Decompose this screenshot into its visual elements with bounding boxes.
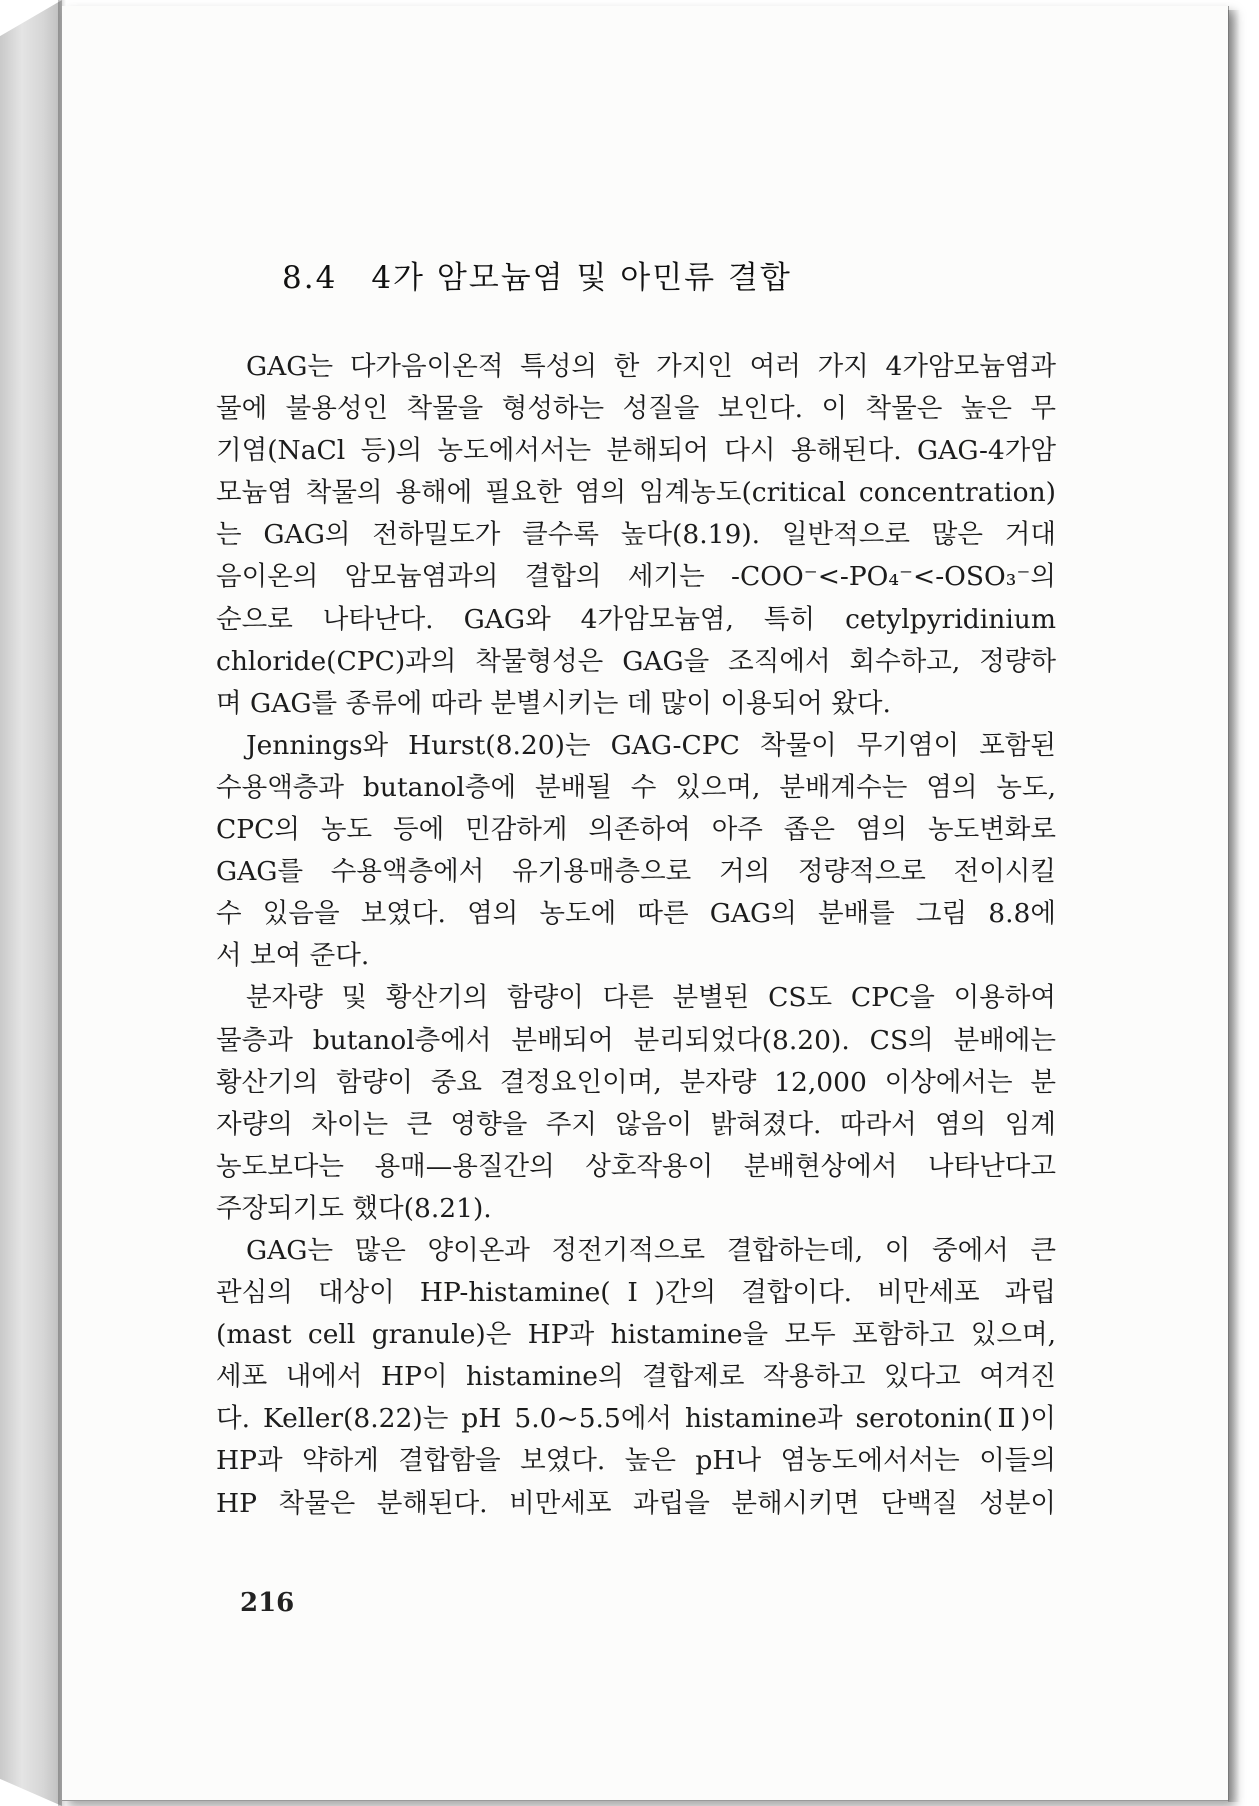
text-line: HP 착물은 분해된다. 비만세포 과립을 분해시키면 단백질 성분이	[216, 1487, 1056, 1519]
section-number: 8.4	[282, 260, 338, 296]
paragraph	[216, 346, 1056, 725]
text-line: HP과 약하게 결합함을 보였다. 높은 pH나 염농도에서서는 이들의	[216, 1445, 1056, 1477]
text-line: 는 GAG의 전하밀도가 클수록 높다(8.19). 일반적으로 많은 거대	[216, 519, 1056, 551]
book-spine-edge	[0, 0, 62, 1806]
text-line: GAG는 많은 양이온과 정전기적으로 결합하는데, 이 중에서 큰	[246, 1234, 1056, 1266]
text-line: 며 GAG를 종류에 따라 분별시키는 데 많이 이용되어 왔다.	[216, 687, 891, 719]
text-line: 수용액층과 butanol층에 분배될 수 있으며, 분배계수는 염의 농도,	[216, 771, 1056, 803]
text-line: 농도보다는 용매—용질간의 상호작용이 분배현상에서 나타난다고	[216, 1150, 1056, 1182]
text-line: 순으로 나타난다. GAG와 4가암모늄염, 특히 cetylpyridinium	[216, 603, 1056, 635]
text-line: 모늄염 착물의 용해에 필요한 염의 임계농도(critical concentration)	[216, 477, 1056, 509]
text-line: 분자량 및 황산기의 함량이 다른 분별된 CS도 CPC을 이용하여	[246, 982, 1056, 1014]
text-line: chloride(CPC)과의 착물형성은 GAG을 조직에서 회수하고, 정량하	[216, 645, 1056, 677]
text-line: 음이온의 암모늄염과의 결합의 세기는 -COO⁻<-PO₄⁻<-OSO₃⁻의	[216, 561, 1056, 593]
text-line: 물층과 butanol층에서 분배되어 분리되었다(8.20). CS의 분배에는	[216, 1024, 1056, 1056]
text-line: 관심의 대상이 HP-histamine(Ⅰ)간의 결합이다. 비만세포 과립	[216, 1277, 1056, 1309]
text-line: Jennings와 Hurst(8.20)는 GAG-CPC 착물이 무기염이 포함된	[246, 729, 1056, 761]
text-line: GAG는 다가음이온적 특성의 한 가지인 여러 가지 4가암모늄염과	[246, 351, 1056, 382]
text-line: GAG를 수용액층에서 유기용매층으로 거의 정량적으로 전이시킬	[216, 856, 1056, 888]
section-title: 4가 암모늄염 및 아민류 결합	[371, 260, 792, 296]
page-number: 216	[240, 1588, 295, 1618]
body-text	[216, 346, 1056, 1525]
paragraph	[216, 725, 1056, 978]
section-heading	[282, 252, 1082, 297]
paragraph	[216, 1230, 1056, 1525]
text-line: 세포 내에서 HP이 histamine의 결합제로 작용하고 있다고 여겨진	[216, 1361, 1056, 1393]
text-line: 기염(NaCl 등)의 농도에서서는 분해되어 다시 용해된다. GAG-4가암	[216, 435, 1056, 467]
text-line: 다. Keller(8.22)는 pH 5.0~5.5에서 histamine과 serotonin(Ⅱ)이	[216, 1403, 1056, 1435]
text-line: 자량의 차이는 큰 영향을 주지 않음이 밝혀졌다. 따라서 염의 임계	[216, 1108, 1056, 1140]
text-line: 서 보여 준다.	[216, 940, 370, 972]
page-edge-shadow	[1228, 10, 1240, 1802]
text-line: 주장되기도 했다(8.21).	[216, 1192, 492, 1224]
paragraph	[216, 977, 1056, 1230]
text-line: 물에 불용성인 착물을 형성하는 성질을 보인다. 이 착물은 높은 무	[216, 393, 1056, 425]
text-line: 수 있음을 보였다. 염의 농도에 따른 GAG의 분배를 그림 8.8에	[216, 898, 1056, 930]
text-line: 황산기의 함량이 중요 결정요인이며, 분자량 12,000 이상에서는 분	[216, 1066, 1056, 1098]
text-line: (mast cell granule)은 HP과 histamine을 모두 포함하고 있으며,	[216, 1319, 1056, 1351]
text-line: CPC의 농도 등에 민감하게 의존하여 아주 좁은 염의 농도변화로	[216, 814, 1056, 846]
